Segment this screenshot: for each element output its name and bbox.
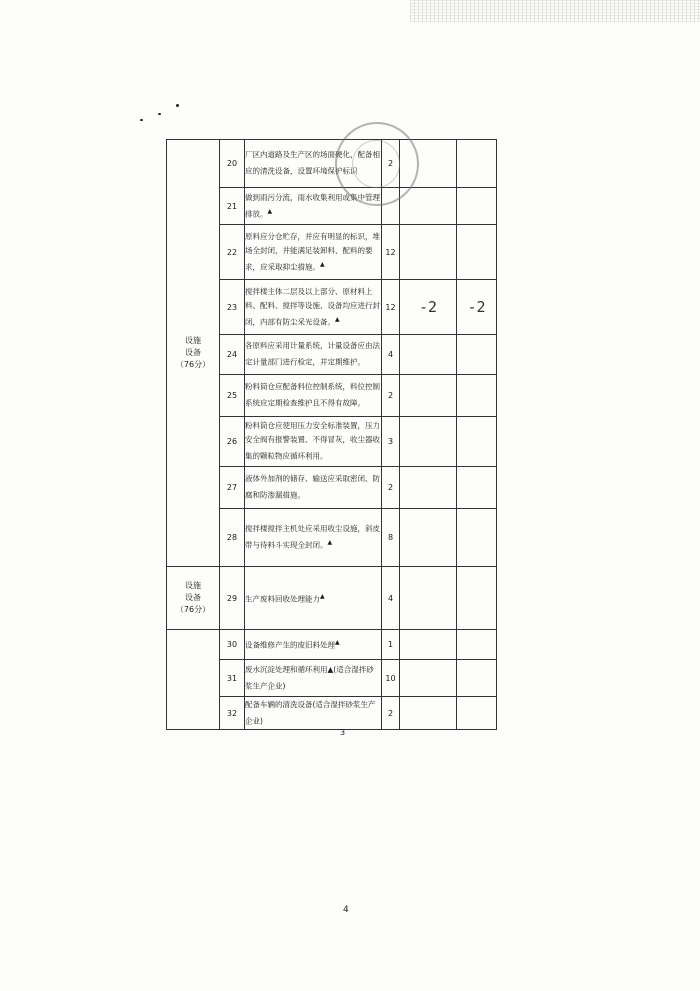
category-label: 设备 [185,593,201,602]
deduction-2 [457,509,497,567]
scan-noise [410,0,700,22]
deduction-1 [400,630,457,660]
page-number: 4 [343,905,349,915]
item-text-content: 原料应分仓贮存，并应有明显的标识，堆场全封闭，并能满足装卸料、配料的要求，应采取抑尘措施。 [245,231,380,272]
category-label: 设施 [185,581,201,590]
item-score: 8 [382,509,400,567]
scan-speck [158,113,161,115]
deduction-2 [457,335,497,375]
deduction-1 [400,188,457,225]
category-label: （76分） [175,605,211,614]
table-row [167,140,497,188]
table-row [167,630,497,660]
key-item-triangle-icon: ▲ [327,539,333,547]
deduction-2 [457,660,497,697]
item-number: 26 [220,417,245,467]
deduction-2 [457,567,497,630]
category-label: 设备 [185,348,201,357]
deduction-2 [457,417,497,467]
item-number: 20 [220,140,245,188]
deduction-2 [457,375,497,417]
item-text [245,417,382,467]
scan-speck [176,104,179,107]
deduction-1 [400,509,457,567]
deduction-2 [457,140,497,188]
item-text-content: 做到雨污分流，雨水收集利用或集中管理排放。 [245,192,380,219]
item-text-content: 生产废料回收处理能力 [245,594,320,604]
deduction-1 [400,567,457,630]
item-number: 27 [220,467,245,509]
deduction-2 [457,467,497,509]
key-item-triangle-icon: ▲ [267,207,273,215]
deduction-1 [400,660,457,697]
item-text [245,630,382,660]
item-text [245,697,382,730]
deduction-1 [400,417,457,467]
item-text [245,280,382,335]
deduction-1 [400,375,457,417]
item-score: 12 [382,280,400,335]
item-text-content: 粉料筒仓应使用压力安全标准装置，压力安全阀有报警装置、不得冒灰，收尘器收集的颗粒物应循环利用。 [245,421,380,461]
item-score: 4 [382,335,400,375]
item-text-content: 粉料筒仓应配备料位控制系统，料位控制系统应定期检查维护且不得有故障。 [245,382,380,408]
item-text-content: 厂区内道路及生产区的场面硬化，配备相应的清洗设备，设置环境保护标识 [245,150,380,176]
item-number: 30 [220,630,245,660]
item-text [245,335,382,375]
item-number: 25 [220,375,245,417]
deduction-1: -2 [400,280,457,335]
item-number: 32 [220,697,245,730]
item-score: 12 [382,225,400,280]
item-text-content: 液体外加剂的储存、输送应采取密闭、防腐和防渗漏措施。 [245,474,380,500]
item-number: 24 [220,335,245,375]
deduction-1 [400,225,457,280]
item-score: 2 [382,375,400,417]
item-number: 29 [220,567,245,630]
item-number: 31 [220,660,245,697]
item-score: 10 [382,660,400,697]
item-number: 21 [220,188,245,225]
item-score: 4 [382,567,400,630]
item-score: 3 [382,417,400,467]
deduction-2: -2 [457,280,497,335]
key-item-triangle-icon: ▲ [320,592,325,600]
item-number: 22 [220,225,245,280]
assessment-table [166,139,497,730]
key-item-triangle-icon: ▲ [335,315,340,323]
item-number: 23 [220,280,245,335]
item-score: 2 [382,140,400,188]
item-number: 28 [220,509,245,567]
item-text [245,567,382,630]
item-text-content: 设备维修产生的废旧料处理 [245,640,335,650]
item-text [245,225,382,280]
item-text [245,509,382,567]
category-cell [167,140,220,567]
category-label: （76分） [175,360,211,369]
inner-page-number: 3 [340,728,346,737]
item-text-content: 搅拌楼主体二层及以上部分、原材料上料、配料、搅拌等设施、设备均应进行封闭，内部有防尘采光设备。 [245,286,380,327]
item-text-content: 配备车辆的清洗设备(适合湿拌砂浆生产企业) [245,699,376,726]
item-score: 2 [382,697,400,730]
deduction-1 [400,335,457,375]
official-seal-inner-ring [352,140,400,188]
deduction-2 [457,225,497,280]
category-cell [167,567,220,630]
item-text-content: 搅拌楼搅拌主机处应采用收尘设施，斜皮带与待料斗实现全封闭。 [245,524,380,550]
item-text [245,660,382,697]
deduction-2 [457,697,497,730]
key-item-triangle-icon: ▲ [335,639,340,647]
deduction-2 [457,188,497,225]
deduction-1 [400,467,457,509]
category-label: 设施 [185,336,201,345]
item-text-content: 废水沉淀处理和循环利用▲(适合湿拌砂浆生产企业) [245,664,374,691]
item-text-content: 各原料应采用计量系统，计量设备应由法定计量部门进行检定，并定期维护。 [245,341,380,367]
item-text [245,375,382,417]
category-cell-empty [167,630,220,730]
scan-speck [140,119,143,121]
deduction-1 [400,697,457,730]
table-row [167,567,497,630]
key-item-triangle-icon: ▲ [320,260,325,268]
item-score: 2 [382,467,400,509]
deduction-2 [457,630,497,660]
item-score: 1 [382,630,400,660]
item-text [245,467,382,509]
